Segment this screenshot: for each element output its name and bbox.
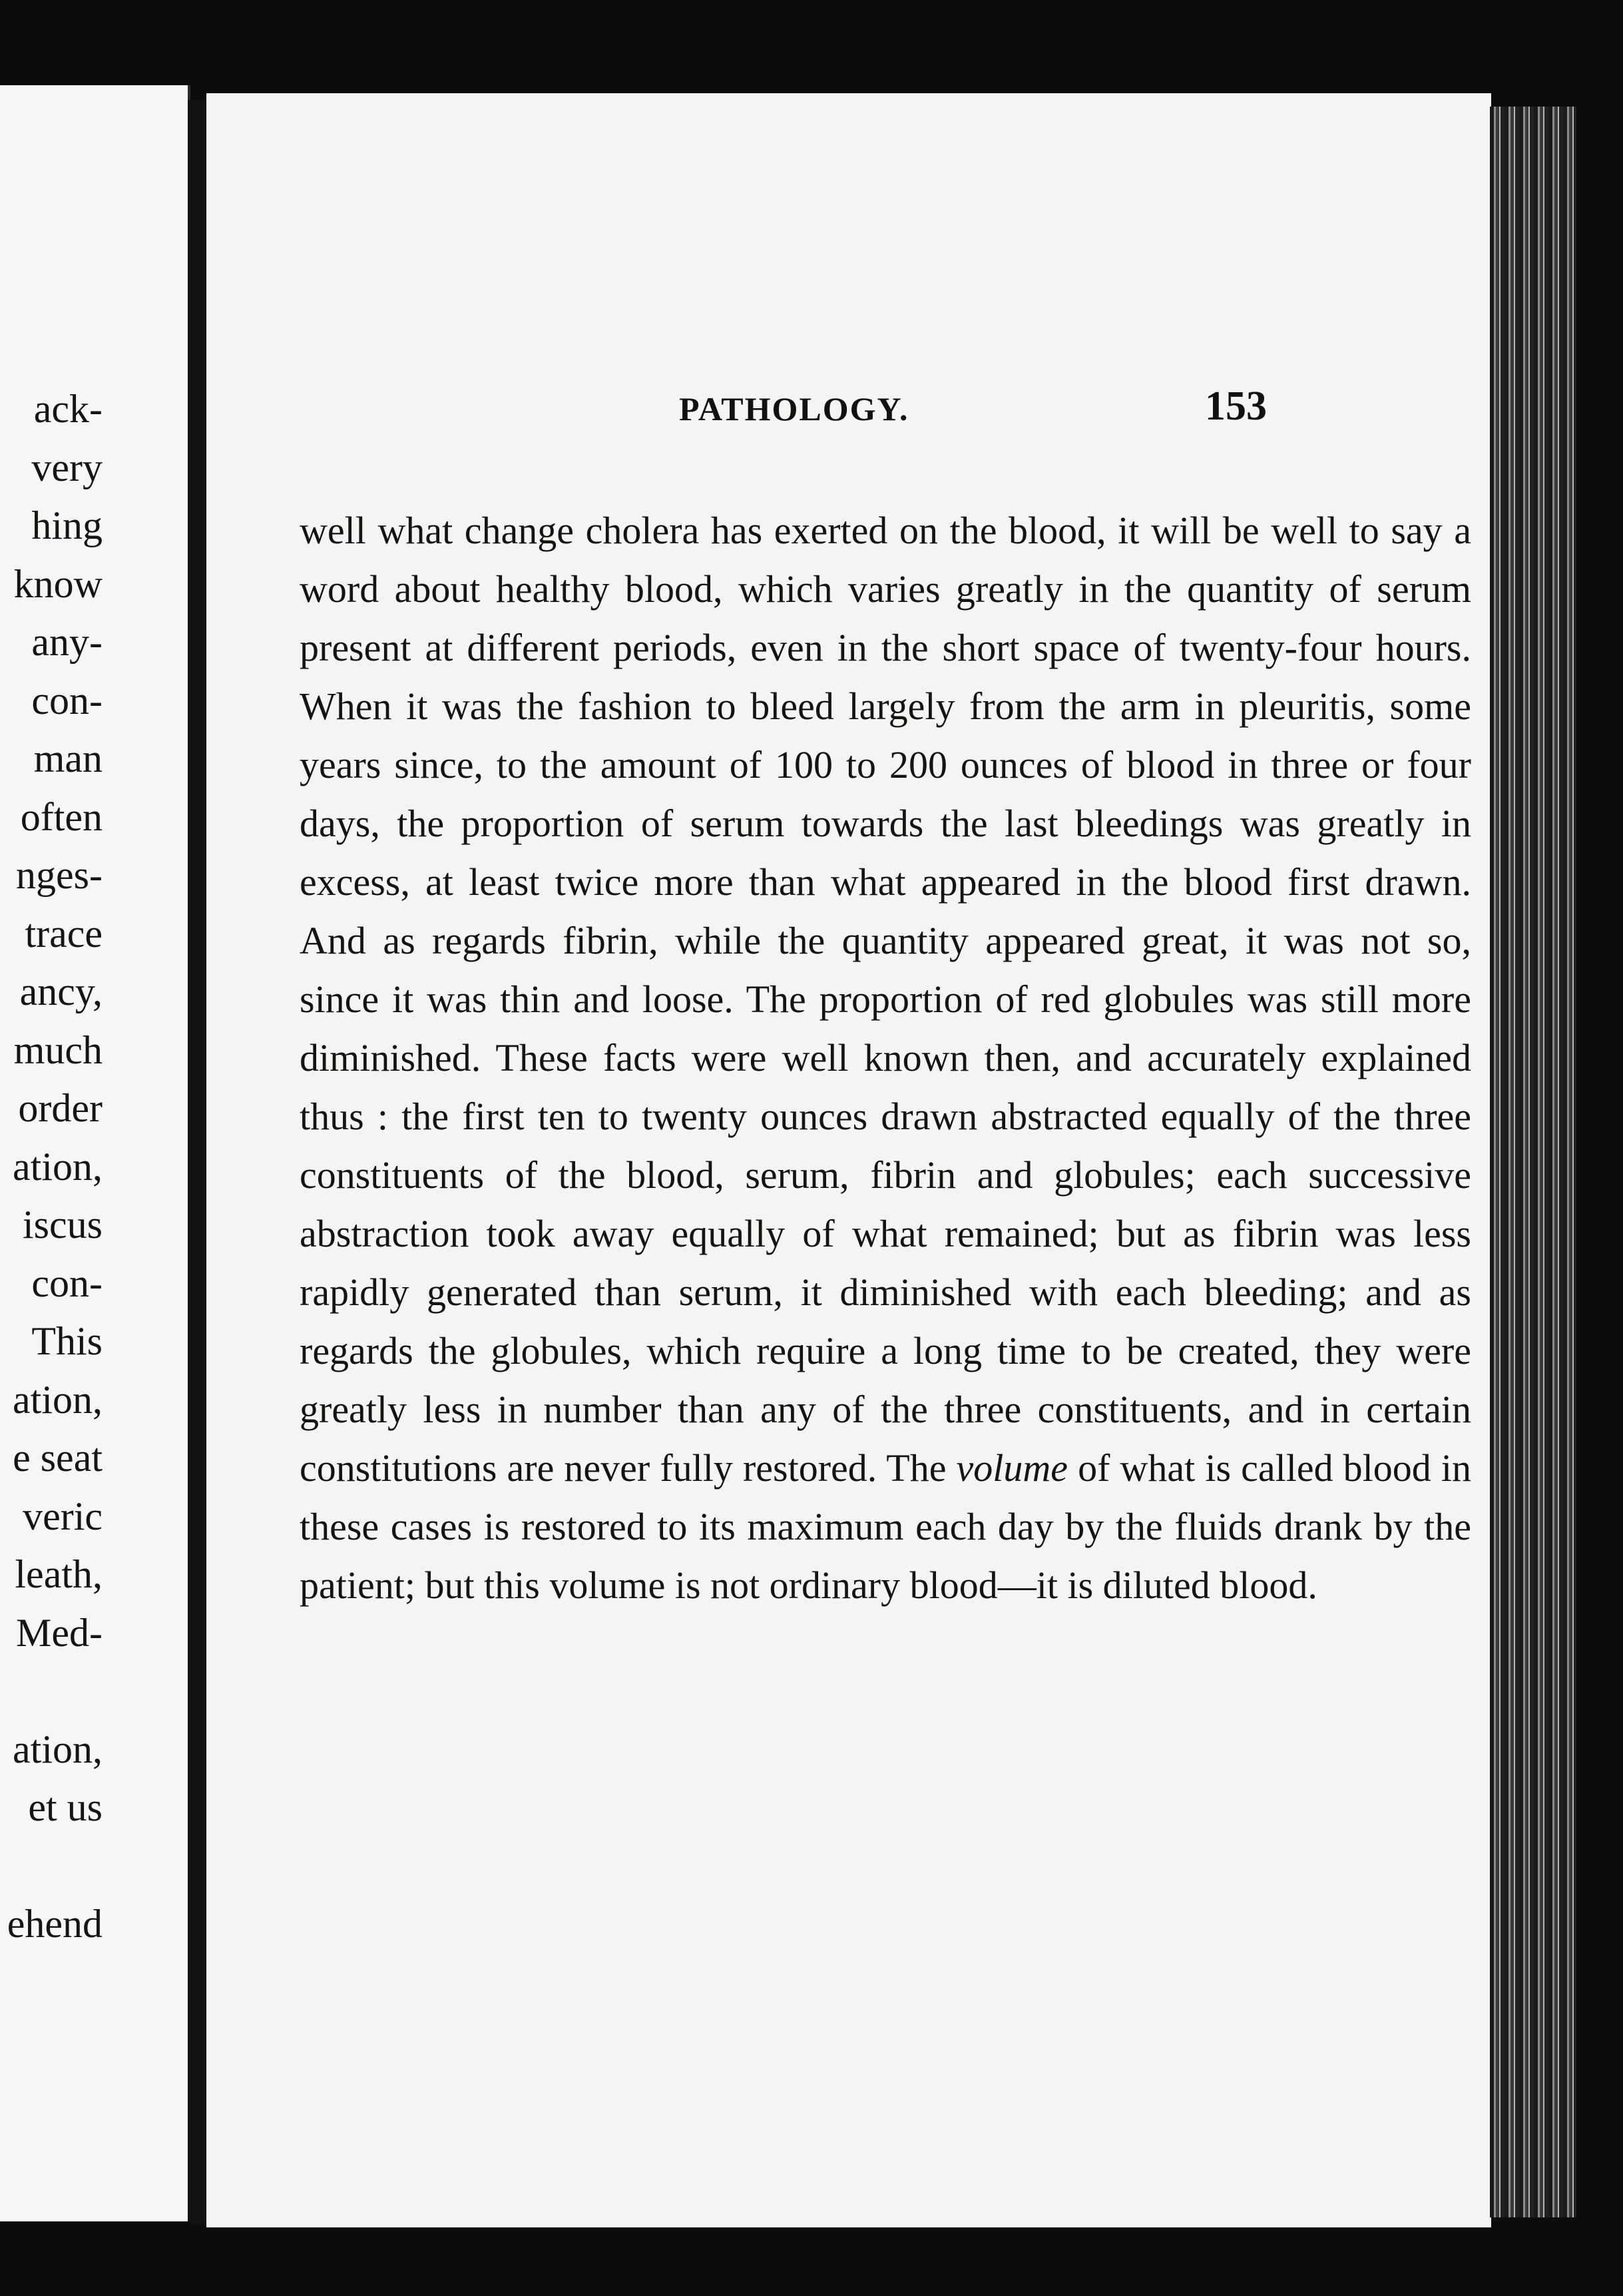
- body-text-segment: of what is called blood in these cases is restored to its maximum each day by the fluids drank by the patient; but this volume is not ordinary blood—it is diluted blood.: [300, 1446, 1471, 1607]
- left-line-fragment: often: [20, 795, 103, 839]
- left-line-fragment: any-: [31, 620, 103, 664]
- left-line-fragment: know: [13, 562, 103, 606]
- left-line-fragment: leath,: [15, 1552, 103, 1596]
- left-line-fragment: ack-: [33, 387, 103, 431]
- left-line-fragment: ation,: [13, 1145, 103, 1189]
- page-header: [206, 384, 1491, 436]
- italic-emphasis: volume: [956, 1446, 1068, 1490]
- left-line-fragment: veric: [23, 1494, 103, 1538]
- left-line-fragment: iscus: [23, 1203, 103, 1247]
- page-edges: [1490, 107, 1576, 2217]
- left-line-fragment: e seat: [13, 1436, 103, 1480]
- left-line-fragment: ehend: [7, 1902, 103, 1946]
- left-line-fragment: nges-: [16, 853, 103, 897]
- body-paragraph: [300, 501, 1471, 1615]
- left-line-fragment: ancy,: [19, 970, 103, 1013]
- left-line-fragment: This: [31, 1319, 103, 1363]
- left-line-fragment: trace: [25, 912, 103, 956]
- left-line-fragment: con-: [31, 679, 103, 722]
- left-line-fragment: ation,: [13, 1378, 103, 1422]
- left-line-fragment: ation,: [13, 1727, 103, 1771]
- left-line-fragment: much: [13, 1028, 103, 1072]
- left-line-fragment: et us: [28, 1785, 103, 1829]
- right-page: [206, 93, 1491, 2227]
- body-text-segment: well what change cholera has exerted on the blood, it will be well to say a word about healthy blood, which varies greatly in the quantity of serum present at different periods, even in the short space of twenty-four hours. When it was the fashion to bleed largely from the arm in pleuritis, some years since, to the amount of 100 to 200 ounces of blood in three or four days, the proportion of serum towards the last bleedings was greatly in excess, at least twice more than what appeared in the blood first drawn. And as regards fibrin, while the quantity appeared great, it was not so, since it was thin and loose. The proportion of red globules was still more diminished. These facts were well known then, and accurately explained thus : the first ten to twenty ounces drawn abstracted equally of the three constituents of the blood, serum, fibrin and globules; each successive abstraction took away equally of what remained; but as fibrin was less rapidly generated than serum, it diminished with each bleeding; and as regards the globules, which require a long time to be created, they were greatly less in number than any of the three constituents, and in certain constitutions are never fully restored. The: [300, 509, 1471, 1490]
- left-line-fragment: Med-: [16, 1611, 103, 1655]
- page-number: 153: [1205, 384, 1267, 429]
- left-line-fragment: very: [31, 445, 103, 489]
- left-line-fragment: con-: [31, 1261, 103, 1305]
- left-page: [0, 85, 190, 2221]
- left-line-fragment: order: [18, 1086, 103, 1130]
- running-head: PATHOLOGY.: [679, 390, 909, 428]
- left-line-fragment: man: [33, 736, 103, 780]
- left-line-fragment: hing: [31, 503, 103, 547]
